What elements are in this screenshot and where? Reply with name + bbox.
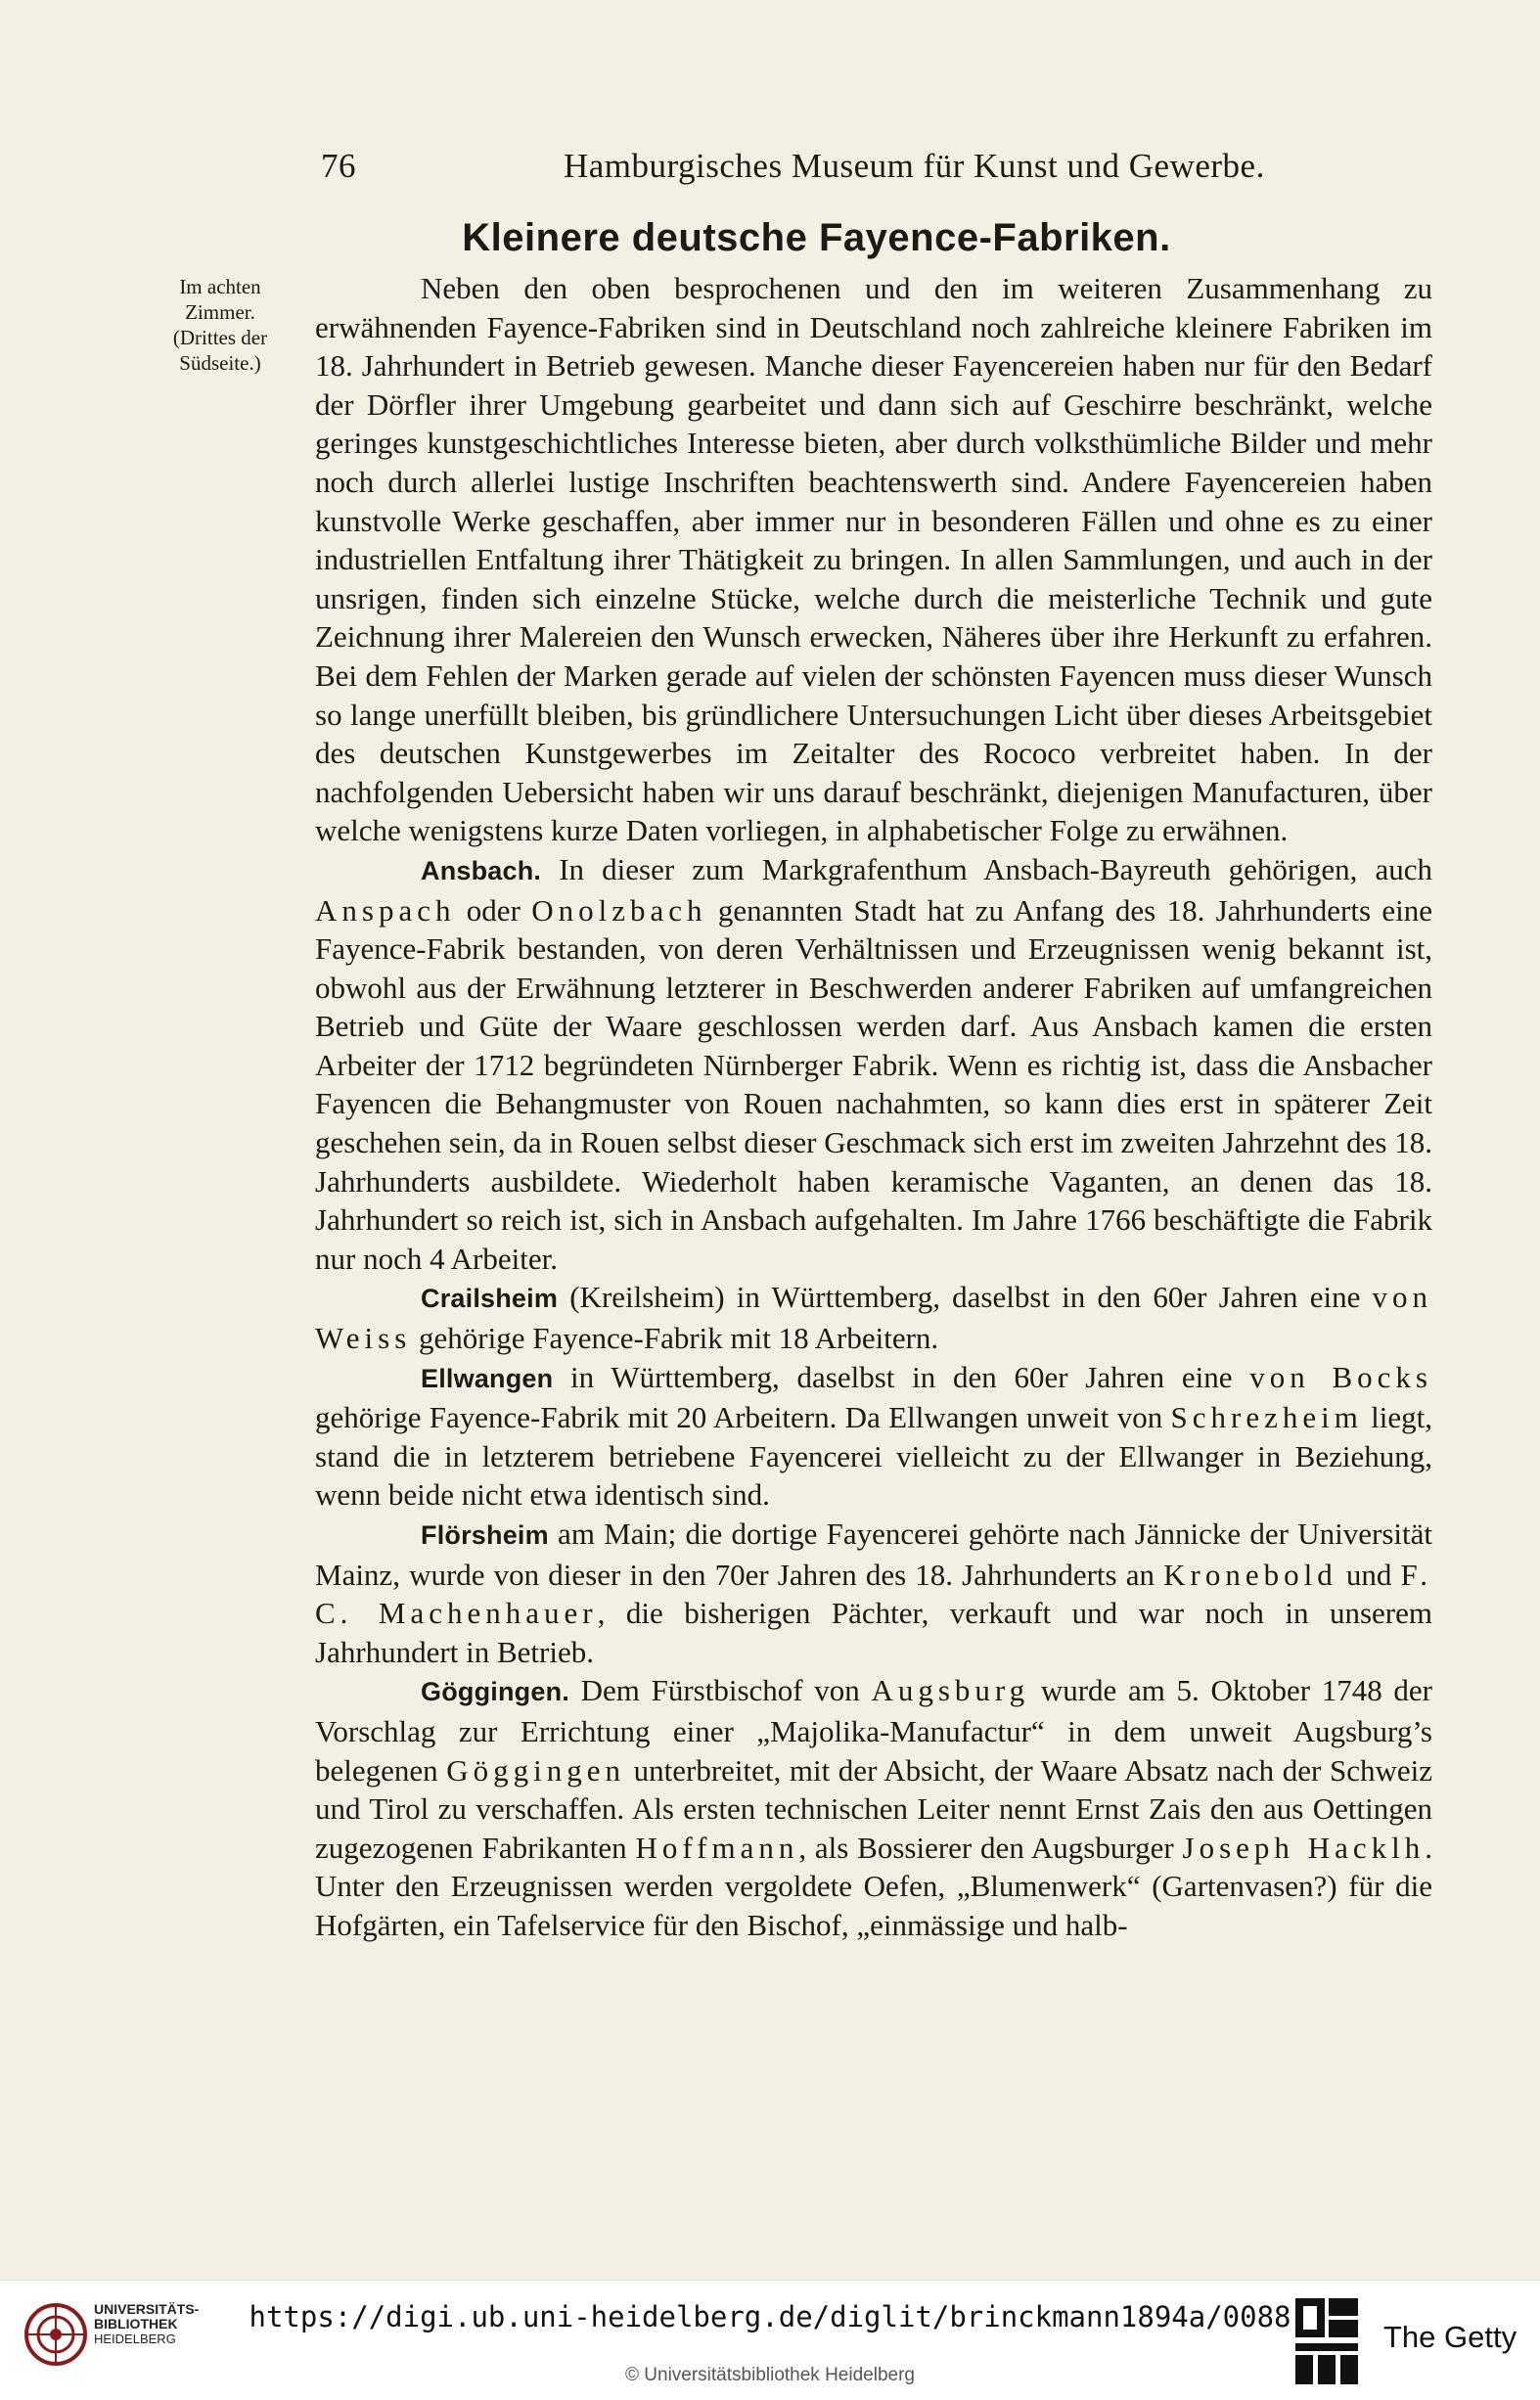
paragraph-text: oder [455, 892, 532, 928]
section-title: Kleinere deutsche Fayence-Fabriken. [462, 216, 1171, 259]
paragraph-goeggingen [315, 1671, 1432, 1944]
permalink-url[interactable]: https://digi.ub.uni-heidelberg.de/diglit/brinckmann1894a/0088 [249, 2300, 1291, 2333]
paragraph-text: Dem Fürstbischof von [568, 1673, 872, 1708]
paragraph-text: am Main; die dortige Fayencerei gehörte nach Jännicke der Universität Mainz, wurde von dieser in den 70er Jahren des 18. Jahrhunderts an [315, 1517, 1432, 1592]
library-name-line: UNIVERSITÄTS- [94, 2301, 200, 2317]
paragraph-text: und [1336, 1557, 1401, 1592]
page-number: 76 [321, 147, 356, 185]
paragraph-text: , die bisherigen Pächter, verkauft und war noch in unserem Jahrhundert in Betrieb. [315, 1596, 1432, 1669]
entry-keyword: Göggingen. [421, 1677, 569, 1707]
paragraph-text: in Württemberg, daselbst in den 60er Jahren eine [553, 1359, 1250, 1394]
spaced-name: von Weiss [315, 1280, 1432, 1356]
spaced-name: Hoffmann [635, 1830, 799, 1865]
body-text [315, 269, 1432, 1945]
marginal-note-line: Zimmer. [185, 300, 255, 324]
paragraph-text: . Unter den Erzeugnissen werden vergoldete Oefen, „Blumenwerk“ (Gartenvasen?) für die Hofgärten, ein Tafelservice für den Bischof, „einmässige und halb- [315, 1830, 1432, 1942]
paragraph-text: liegt, stand die in letzterem betriebene Fayencerei vielleicht zu der Ellwanger in Beziehung, wenn beide nicht etwa identisch sind. [315, 1400, 1432, 1513]
paragraph-text: (Kreilsheim) in Württemberg, daselbst in den 60er Jahren eine [558, 1280, 1373, 1315]
entry-keyword: Flörsheim [421, 1520, 549, 1550]
paragraph-text: In dieser zum Markgrafenthum Ansbach-Bayreuth gehörigen, auch [541, 851, 1432, 886]
spaced-name: Göggingen [446, 1752, 626, 1788]
spaced-name: Onolzbach [531, 892, 707, 928]
spaced-name: von Bocks [1249, 1359, 1432, 1394]
marginal-note-line: Südseite.) [179, 351, 261, 375]
paragraph-text: genannten Stadt hat zu Anfang des 18. Jahrhunderts eine Fayence-Fabrik bestanden, von deren Verhältnissen und Erzeugnissen wenig bekannt ist, obwohl aus der Erwähnung letzterer in Beschwerden anderer Fabriken auf umfangreichen Betrieb und Güte der Waare geschlossen werden darf. Aus Ansbach kamen die ersten Arbeiter der 1712 begründeten Nürnberger Fabrik. Wenn es richtig ist, dass die Ansbacher Fayencen die Behangmuster von Rouen nachahmten, so kann dies erst in späterer Zeit geschehen sein, da in Rouen selbst dieser Geschmack sich erst im zweiten Jahrzehnt des 18. Jahrhunderts ausbildete. Wiederholt haben keramische Vaganten, an denen das 18. Jahrhundert so reich ist, sich in Ansbach aufgehalten. Im Jahre 1766 beschäftigte die Fabrik nur noch 4 Arbeiter. [315, 892, 1432, 1276]
spaced-name: Kronebold [1163, 1557, 1337, 1592]
entry-keyword: Crailsheim [421, 1284, 559, 1314]
paragraph-text: unterbreitet, mit der Absicht, der Waare Absatz nach der Schweiz und Tirol zu verschaffen. Als ersten technischen Leiter nennt Ernst Zais den aus Oettingen zugezogenen Fabrikanten [315, 1752, 1432, 1865]
marginal-note-line: Im achten [179, 275, 261, 298]
paragraph-crailsheim [315, 1278, 1432, 1357]
copyright-notice: © Universitätsbibliothek Heidelberg [625, 2365, 915, 2385]
entry-keyword: Ellwangen [421, 1363, 554, 1393]
spaced-name: F. C. Machenhauer [315, 1557, 1432, 1631]
spaced-name: Augsburg [871, 1673, 1030, 1708]
paragraph-text: , als Bossierer den Augsburger [798, 1830, 1183, 1865]
paragraph-ellwangen [315, 1358, 1432, 1515]
marginal-note [137, 274, 303, 376]
paragraph-intro: Neben den oben besprochenen und den im weiteren Zusammenhang zu erwähnenden Fayence-Fabriken sind in Deutschland noch zahlreiche kleinere Fabriken im 18. Jahrhundert in Betrieb gewesen. Manche dieser Fayencereien haben nur für den Bedarf der Dörfler ihrer Umgebung gearbeitet und dann sich auf Geschirre beschränkt, welche geringes kunstgeschichtliches Interesse bieten, aber durch volksthümliche Bilder und mehr noch durch allerlei lustige Inschriften beachtenswerth sind. Andere Fayencereien haben kunstvolle Werke geschaffen, aber immer nur in besonderen Fällen und ohne es zu einer industriellen Entfaltung ihrer Thätigkeit zu bringen. In allen Sammlungen, und auch in der unsrigen, finden sich einzelne Stücke, welche durch die meisterliche Technik und gute Zeichnung ihrer Malereien den Wunsch erwecken, Näheres über ihre Herkunft zu erfahren. Bei dem Fehlen der Marken gerade auf vielen der schönsten Fayencen muss dieser Wunsch so lange unerfüllt bleiben, bis gründlichere Untersuchungen Licht über dieses Arbeitsgebiet des deutschen Kunstgewerbes im Zeitalter des Rococo verbreitet haben. In der nachfolgenden Uebersicht haben wir uns darauf beschränkt, diejenigen Manufacturen, über welche wenigstens kurze Daten vorliegen, in alphabetischer Folge zu erwähnen. [315, 271, 1432, 848]
footer-bar [0, 2280, 1540, 2400]
paragraph-text: gehörige Fayence-Fabrik mit 20 Arbeitern. Da Ellwangen unweit von [315, 1400, 1171, 1435]
paragraph-ansbach [315, 850, 1432, 1279]
library-name-line: HEIDELBERG [94, 2332, 176, 2346]
library-name-line: BIBLIOTHEK [94, 2316, 178, 2332]
spaced-name: Anspach [315, 892, 456, 928]
paragraph-floersheim [315, 1515, 1432, 1671]
getty-logo-icon [1293, 2296, 1362, 2386]
paragraph-text: wurde am 5. Oktober 1748 der Vorschlag zur Errichtung einer „Majolika-Manufactur“ in dem unweit Augsburg’s belegenen [315, 1673, 1432, 1788]
paragraph-text: gehörige Fayence-Fabrik mit 18 Arbeitern. [411, 1321, 939, 1356]
entry-keyword: Ansbach. [421, 855, 542, 885]
spaced-name: Schrezheim [1170, 1400, 1363, 1435]
running-title: Hamburgisches Museum für Kunst und Gewerbe. [564, 147, 1265, 185]
sponsor-name: The Getty [1383, 2320, 1517, 2354]
marginal-note-line: (Drittes der [172, 326, 268, 349]
spaced-name: Joseph Hacklh [1182, 1830, 1426, 1865]
